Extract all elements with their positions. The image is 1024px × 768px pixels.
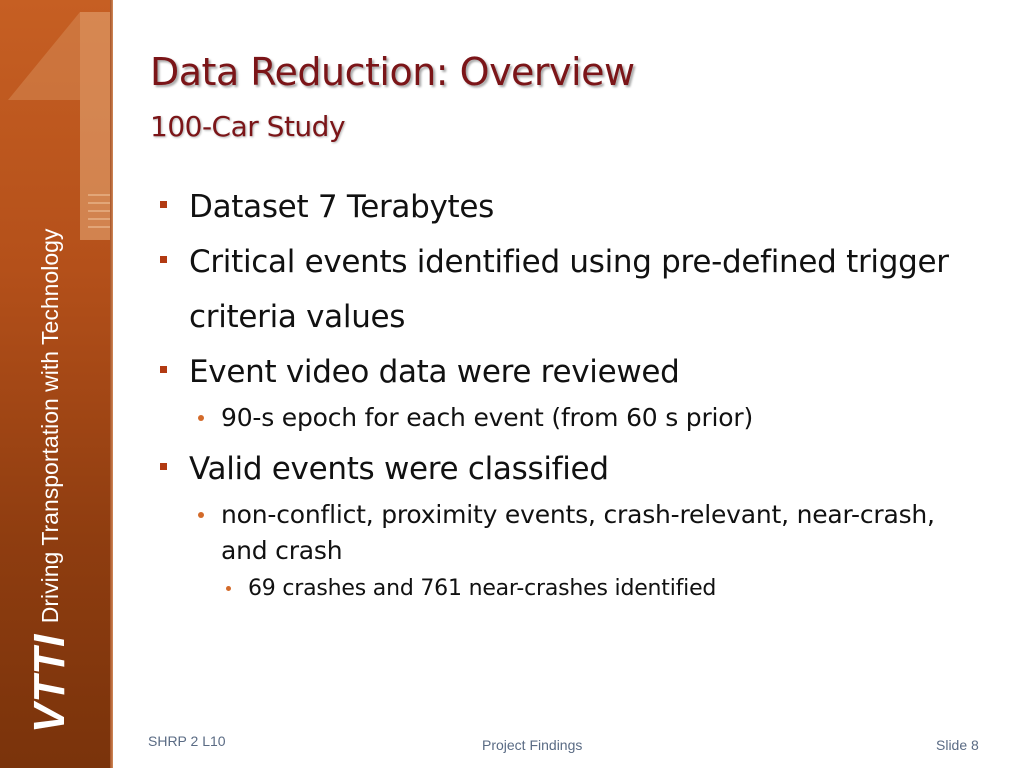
footer-left: SHRP 2 L10 [148,733,226,749]
vtti-logo: VTTI [25,633,74,733]
dot-bullet-icon [198,512,204,518]
bullet-text: Valid events were classified [189,451,609,487]
bullet-text: Dataset 7 Terabytes [189,189,495,225]
brand-sidebar [0,0,113,768]
square-bullet-icon [160,463,167,470]
bullet-text: 90-s epoch for each event (from 60 s prior) [221,403,754,432]
sub-sub-bullet-item [158,573,1008,605]
bullet-text: non-conflict, proximity events, crash-relevant, near-crash, and crash [221,500,935,565]
square-bullet-icon [160,366,167,373]
bullet-text: Critical events identified using pre-defined trigger criteria values [189,244,949,335]
arrow-graphic-icon [0,0,113,240]
sidebar-edge [110,0,113,768]
bullet-item [158,442,1008,497]
dot-bullet-icon [226,586,231,591]
bullet-item [158,345,1008,400]
bullet-item [158,235,1008,345]
slide-title: Data Reduction: Overview [150,50,635,94]
brand-tagline: Driving Transportation with Technology [36,228,63,624]
bullet-text: 69 crashes and 761 near-crashes identified [248,576,717,601]
square-bullet-icon [160,256,167,263]
sub-bullet-item [158,497,981,569]
slide-subtitle: 100-Car Study [150,110,346,143]
sub-bullet-item [158,400,1008,436]
dot-bullet-icon [198,415,204,421]
bullet-text: Event video data were reviewed [189,354,680,390]
bullet-item [158,180,1008,235]
footer-center: Project Findings [482,737,583,753]
bullet-list [158,180,1008,605]
square-bullet-icon [160,201,167,208]
brand-block [25,228,74,733]
slide-number: Slide 8 [936,737,979,753]
